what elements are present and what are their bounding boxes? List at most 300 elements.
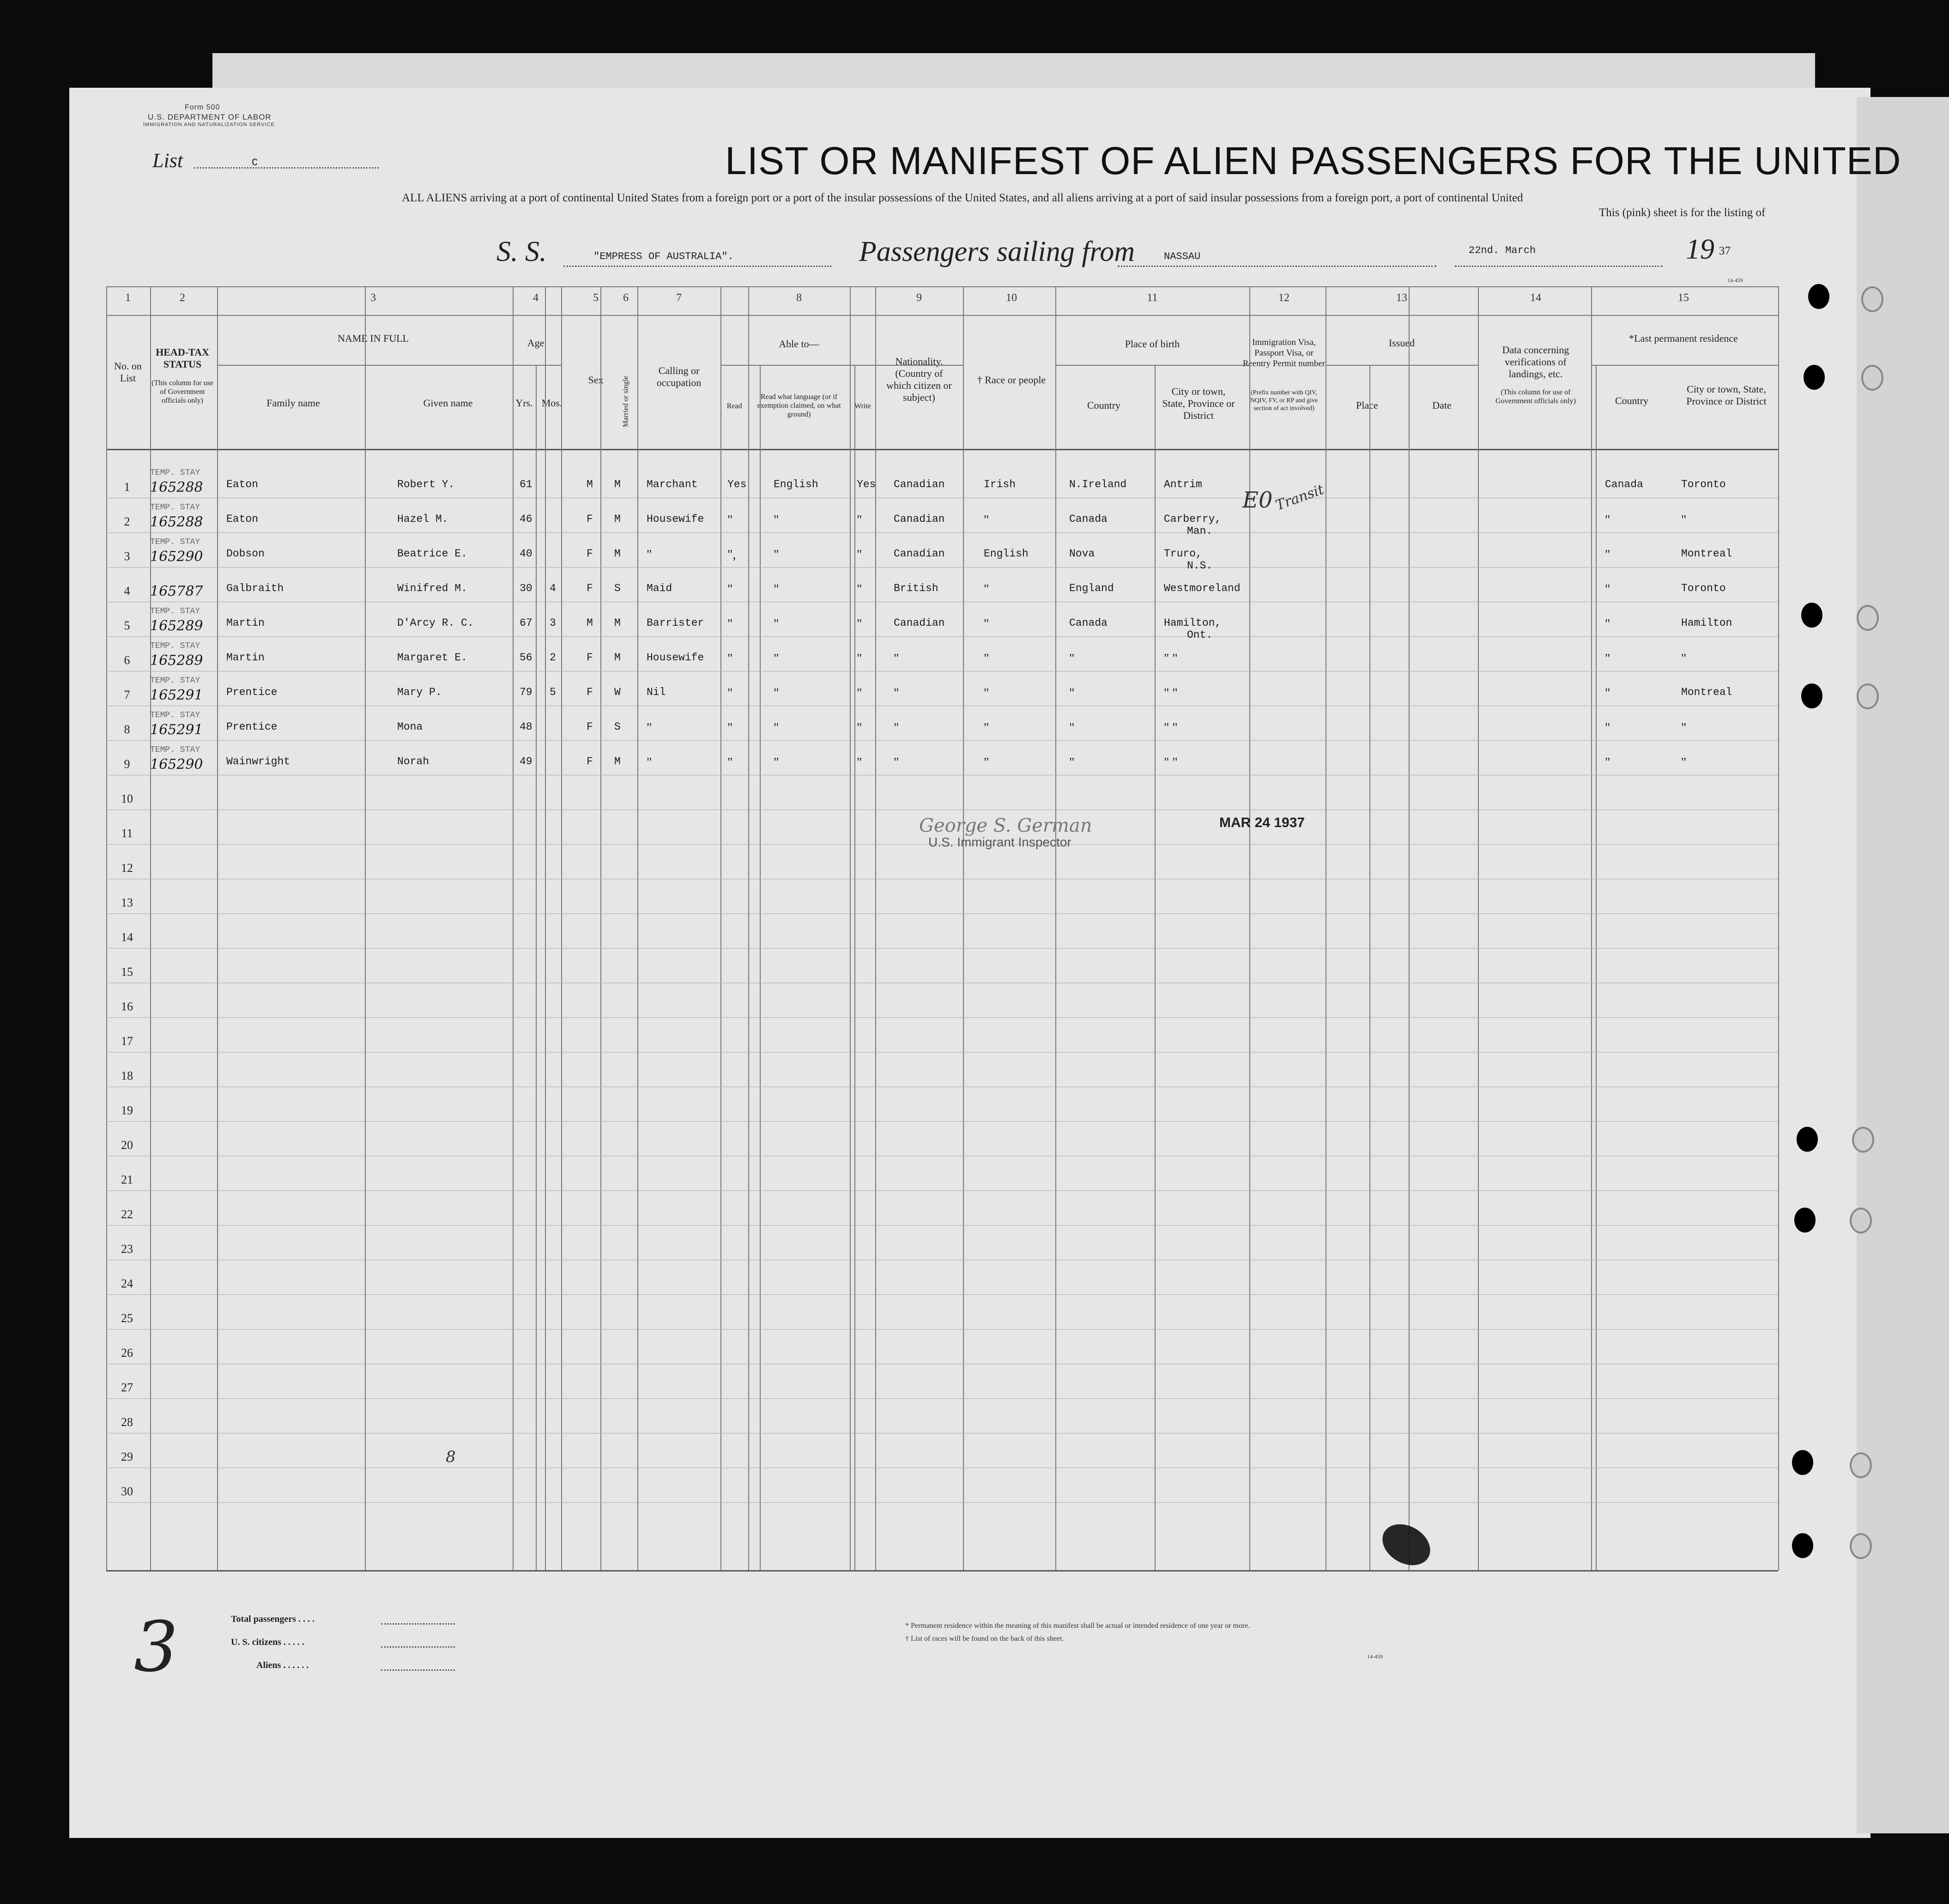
cell-married: M — [614, 513, 621, 525]
cell-write: " — [857, 548, 862, 562]
cell-yrs: 30 — [520, 582, 533, 594]
cell-given: Winifred M. — [397, 582, 467, 594]
grid-subvline — [1369, 365, 1370, 1570]
header-write: Write — [854, 402, 871, 410]
row-line — [106, 948, 1778, 949]
cell-given: D'Arcy R. C. — [397, 617, 474, 629]
punch-ring — [1850, 1452, 1872, 1478]
cell-read: " — [727, 652, 733, 666]
cell-married: M — [614, 652, 621, 664]
grid-top — [106, 286, 1778, 287]
cell-mos: 4 — [550, 582, 556, 594]
grid-vline — [545, 286, 546, 1570]
row-number: 12 — [121, 861, 133, 875]
row-number: 15 — [121, 965, 133, 979]
header-verifications-note: (This column for use of Government officials only) — [1495, 388, 1576, 405]
row-number: 17 — [121, 1034, 133, 1048]
row-number: 20 — [121, 1138, 133, 1152]
cell-yrs: 40 — [520, 548, 533, 560]
colnum-5: 5 — [593, 292, 599, 304]
row-number: 29 — [121, 1450, 133, 1463]
header-no-on-list: No. on List — [114, 360, 142, 384]
cell-lang: " — [774, 513, 779, 527]
cell-calling: Housewife — [647, 652, 704, 664]
header-issued-place: Place — [1356, 399, 1378, 411]
cell-res-country: " — [1605, 617, 1610, 631]
cell-race: " — [984, 686, 989, 701]
subtitle-line-1: ALL ALIENS arriving at a port of continental United States from a foreign port or a port of the insular possessions of the United States, and all aliens arriving at a port of said insular possessions from a foreign port, a port of continental United — [402, 192, 1523, 204]
cell-sex: F — [587, 756, 593, 768]
cell-tax: TEMP. STAY — [150, 468, 200, 478]
colnum-11: 11 — [1147, 292, 1158, 304]
cell-given: Mary P. — [397, 686, 442, 698]
cell-nationality: British — [894, 582, 938, 594]
cell-yrs: 67 — [520, 617, 533, 629]
list-label: List — [152, 149, 183, 172]
manifest-grid — [106, 286, 1778, 1570]
cell-birth-country: " — [1069, 721, 1075, 735]
cell-birth-city: " " — [1164, 652, 1178, 666]
header-subline — [1326, 365, 1478, 366]
cell-write: " — [857, 582, 862, 597]
cell-lang: " — [774, 548, 779, 562]
cell-nationality: Canadian — [894, 548, 945, 560]
cell-tax-no: 165288 — [150, 479, 203, 496]
page-title: LIST OR MANIFEST OF ALIEN PASSENGERS FOR THE UNITED — [725, 139, 1901, 182]
cell-birth-country: Canada — [1069, 513, 1108, 525]
row-line — [106, 1121, 1778, 1122]
cell-given: Robert Y. — [397, 478, 455, 490]
colnum-7: 7 — [676, 292, 682, 304]
colnum-9: 9 — [916, 292, 922, 304]
cell-married: M — [614, 756, 621, 768]
cell-sex: F — [587, 652, 593, 664]
footer-total-line — [381, 1623, 455, 1625]
header-res-country: Country — [1615, 395, 1649, 406]
service: IMMIGRATION AND NATURALIZATION SERVICE — [143, 122, 275, 127]
grid-vline — [365, 286, 366, 1570]
cell-tax-no: 165291 — [150, 687, 203, 703]
row-number: 25 — [121, 1312, 133, 1325]
cell-tax: TEMP. STAY — [150, 538, 200, 547]
cell-res-city: " — [1681, 513, 1687, 527]
cell-nationality: " — [894, 686, 899, 701]
header-married: Married or single — [622, 375, 630, 428]
header-verifications: Data concerning verifications of landings, etc. — [1502, 344, 1569, 380]
cell-write: " — [857, 617, 862, 631]
row-number: 3 — [124, 550, 130, 563]
cell-race: " — [984, 513, 989, 527]
colnum-2: 2 — [180, 292, 185, 304]
header-yrs: Yrs. — [515, 397, 533, 409]
cell-write: Yes — [857, 478, 876, 490]
inspector-stamp: U.S. Immigrant Inspector — [928, 835, 1071, 849]
grid-vline — [637, 286, 638, 1570]
cell-mos: 2 — [550, 652, 556, 664]
grid-vline — [1409, 286, 1410, 1570]
cell-family: Eaton — [226, 478, 259, 490]
cell-lang: " — [774, 686, 779, 701]
row-line — [106, 1294, 1778, 1295]
punch-hole — [1801, 683, 1822, 708]
cell-res-city: " — [1681, 756, 1687, 770]
row-line — [106, 1398, 1778, 1399]
year-prefix: 19 — [1686, 234, 1714, 265]
punch-hole — [1792, 1533, 1813, 1558]
cell-given: Beatrice E. — [397, 548, 467, 560]
cell-married: S — [614, 721, 621, 733]
footer-citizens: U. S. citizens . . . . . — [231, 1637, 304, 1647]
cell-tax: TEMP. STAY — [150, 641, 200, 651]
cell-res-country: " — [1605, 582, 1610, 597]
cell-read: " — [727, 721, 733, 735]
grid-subvline — [1155, 365, 1156, 1570]
header-bottom — [106, 449, 1778, 450]
port-name: NASSAU — [1164, 251, 1201, 262]
grid-vline — [217, 286, 218, 1570]
cell-tax-no: 165290 — [150, 549, 203, 565]
row-number: 18 — [121, 1069, 133, 1082]
cell-lang: " — [774, 582, 779, 597]
row-number: 30 — [121, 1485, 133, 1498]
header-residence: *Last permanent residence — [1629, 332, 1738, 344]
header-sex: Sex — [588, 374, 604, 386]
cell-birth-country: England — [1069, 582, 1114, 594]
header-place-of-birth: Place of birth — [1125, 338, 1180, 350]
cell-read: " — [727, 513, 733, 527]
colnum-4: 4 — [533, 292, 539, 304]
row-number: 13 — [121, 896, 133, 909]
footer-note-1: * Permanent residence within the meaning of this manifest shall be actual or intended residence of one year or more. — [905, 1622, 1250, 1630]
row-line — [106, 1502, 1778, 1503]
cell-yrs: 79 — [520, 686, 533, 698]
punch-ring — [1861, 365, 1883, 391]
row-number: 27 — [121, 1381, 133, 1394]
grid-subvline — [854, 365, 855, 1570]
header-visa-note: (Prefix number with QIV, NQIV, FV, or RP and give section of act involved) — [1250, 389, 1318, 412]
cell-tax-no: 165291 — [150, 722, 203, 738]
cell-married: W — [614, 686, 621, 698]
sailing-label: Passengers sailing from — [859, 236, 1135, 267]
grid-vline — [1591, 286, 1592, 1570]
header-birth-city: City or town, State, Province or District — [1162, 386, 1235, 421]
footer-aliens: Aliens . . . . . . — [256, 1660, 309, 1670]
footer-note-2: † List of races will be found on the back of this sheet. — [905, 1635, 1064, 1643]
cell-birth-city: Truro, — [1164, 548, 1202, 560]
grid-vline — [1249, 286, 1250, 1570]
row-number: 14 — [121, 931, 133, 944]
footer-total: Total passengers . . . . — [231, 1614, 315, 1624]
grid-vline — [963, 286, 964, 1570]
cell-family: Dobson — [226, 548, 265, 560]
cell-given: Hazel M. — [397, 513, 448, 525]
sailing-date: 22nd. March — [1469, 245, 1536, 256]
cell-tax-no: 165289 — [150, 653, 203, 669]
row-number: 10 — [121, 792, 133, 805]
cell-lang: English — [774, 478, 818, 490]
cell-family: Prentice — [226, 686, 278, 698]
cell-res-country: " — [1605, 548, 1610, 562]
row-number: 2 — [124, 515, 130, 528]
cell-write: " — [857, 686, 862, 701]
cell-calling: " — [647, 721, 652, 735]
row-line — [106, 1225, 1778, 1226]
grid-vline — [106, 286, 107, 1570]
header-head-tax: HEAD-TAX STATUS — [156, 346, 209, 370]
punch-ring — [1861, 286, 1883, 312]
cell-birth-country: " — [1069, 652, 1075, 666]
cell-sex: F — [587, 721, 593, 733]
row-line — [106, 1329, 1778, 1330]
cell-birth-country: Nova — [1069, 548, 1095, 560]
cell-family: Prentice — [226, 721, 278, 733]
cell-tax: TEMP. STAY — [150, 503, 200, 512]
cell-family: Galbraith — [226, 582, 284, 594]
cell-yrs: 61 — [520, 478, 533, 490]
handwritten-transit: Transit — [1273, 481, 1326, 514]
cell-yrs: 46 — [520, 513, 533, 525]
date-line — [1455, 266, 1663, 267]
form-number: Form 500 — [185, 103, 220, 111]
header-name-in-full: NAME IN FULL — [338, 332, 409, 344]
cell-tax: TEMP. STAY — [150, 676, 200, 685]
cell-tax-no: 165289 — [150, 618, 203, 634]
cell-sex: F — [587, 513, 593, 525]
punch-ring — [1857, 605, 1879, 631]
grid-subvline — [536, 365, 537, 1570]
cell-res-country: " — [1605, 513, 1610, 527]
cell-birth-city: " " — [1164, 756, 1178, 770]
cell-family: Eaton — [226, 513, 259, 525]
header-read-language: Read what language (or if exemption claimed, on what ground) — [757, 393, 841, 418]
punch-hole — [1801, 603, 1822, 628]
cell-tax-no: 165290 — [150, 756, 203, 773]
header-subline — [513, 365, 561, 366]
punch-hole — [1797, 1127, 1818, 1152]
header-nationality: Nationality. (Country of which citizen or subject) — [886, 356, 952, 403]
grid-vline — [1778, 286, 1779, 1570]
punch-ring — [1852, 1127, 1874, 1153]
row-number: 24 — [121, 1277, 133, 1290]
cell-lang: " — [774, 652, 779, 666]
cell-nationality: " — [894, 652, 899, 666]
cell-yrs: 56 — [520, 652, 533, 664]
ss-label: S. S. — [496, 236, 547, 267]
colnum-14: 14 — [1530, 292, 1541, 304]
adjacent-page-edge — [1857, 97, 1949, 1833]
list-line — [194, 167, 379, 169]
ship-line — [563, 266, 831, 267]
year-suffix: 37 — [1719, 245, 1731, 257]
header-issued-date: Date — [1432, 399, 1452, 411]
colnum-6: 6 — [623, 292, 629, 304]
grid-subvline — [760, 365, 761, 1570]
cell-yrs: 49 — [520, 756, 533, 768]
cell-tax: TEMP. STAY — [150, 607, 200, 616]
punch-hole — [1794, 1208, 1816, 1233]
cell-res-country: " — [1605, 652, 1610, 666]
header-able-to: Able to— — [779, 338, 819, 350]
handwritten-col12: E0 — [1242, 487, 1273, 513]
grid-vline — [850, 286, 851, 1570]
cell-res-city: Montreal — [1681, 548, 1732, 560]
header-visa: Immigration Visa, Passport Visa, or Reentry Permit number — [1242, 338, 1326, 369]
cell-race: " — [984, 617, 989, 631]
row-number: 26 — [121, 1346, 133, 1360]
colnum-3: 3 — [370, 292, 376, 304]
colnum-1: 1 — [125, 292, 131, 304]
punch-ring — [1857, 683, 1879, 709]
row-number: 23 — [121, 1242, 133, 1256]
grid-bottom — [106, 1570, 1778, 1572]
cell-res-city: Hamilton — [1681, 617, 1732, 629]
cell-race: Irish — [984, 478, 1016, 490]
cell-res-city: " — [1681, 721, 1687, 735]
cell-race: " — [984, 652, 989, 666]
cell-lang: " — [774, 756, 779, 770]
row-line — [106, 740, 1778, 741]
cell-family: Wainwright — [226, 756, 291, 768]
header-age: Age — [527, 337, 545, 349]
cell-lang: " — [774, 721, 779, 735]
header-res-city: City or town, State, Province or District — [1686, 383, 1767, 407]
cell-married: S — [614, 582, 621, 594]
cell-family: Martin — [226, 652, 265, 664]
row-number: 8 — [124, 723, 130, 736]
cell-read: Yes — [727, 478, 747, 490]
cell-birth-city: " " — [1164, 721, 1178, 735]
grid-vline — [1478, 286, 1479, 1570]
cell-given: Mona — [397, 721, 423, 733]
cell-race: " — [984, 582, 989, 597]
header-subline — [720, 365, 963, 366]
col-number-line — [106, 315, 1778, 316]
cell-married: M — [614, 548, 621, 560]
cell-given: Norah — [397, 756, 430, 768]
cell-calling: Maid — [647, 582, 672, 594]
cell-read: " — [727, 686, 733, 701]
cell-calling: " — [647, 756, 652, 770]
cell-lang: " — [774, 617, 779, 631]
colnum-13: 13 — [1396, 292, 1407, 304]
cell-write: " — [857, 513, 862, 527]
row-number: 4 — [124, 584, 130, 598]
header-given-name: Given name — [423, 397, 473, 409]
inspector-signature: George S. German — [919, 815, 1092, 836]
cell-write: " — [857, 721, 862, 735]
grid-vline — [513, 286, 514, 1570]
cell-res-city: Montreal — [1681, 686, 1732, 698]
cell-read: ", — [727, 548, 736, 562]
colnum-15: 15 — [1678, 292, 1689, 304]
date-stamp: MAR 24 1937 — [1219, 815, 1305, 830]
cell-birth-city: Westmoreland — [1164, 582, 1241, 594]
cell-birth-city-2: N.S. — [1187, 560, 1213, 572]
cell-sex: F — [587, 548, 593, 560]
cell-read: " — [727, 617, 733, 631]
grid-vline — [561, 286, 562, 1570]
footer-aliens-line — [381, 1669, 455, 1671]
handwritten-3: 3 — [134, 1607, 178, 1687]
handwritten-8: 8 — [446, 1448, 456, 1466]
cell-res-country: Canada — [1605, 478, 1643, 490]
header-family-name: Family name — [266, 397, 320, 409]
row-number: 22 — [121, 1208, 133, 1221]
row-line — [106, 1017, 1778, 1018]
row-number: 5 — [124, 619, 130, 632]
cell-race: English — [984, 548, 1029, 560]
punch-hole — [1808, 284, 1829, 309]
cell-res-city: " — [1681, 652, 1687, 666]
cell-race: " — [984, 721, 989, 735]
cell-sex: F — [587, 686, 593, 698]
cell-given: Margaret E. — [397, 652, 467, 664]
row-number: 1 — [124, 480, 130, 494]
cell-read: " — [727, 756, 733, 770]
cell-mos: 5 — [550, 686, 556, 698]
cell-sex: M — [587, 617, 593, 629]
footer-citizens-line — [381, 1646, 455, 1648]
cell-birth-city: Antrim — [1164, 478, 1202, 490]
row-number: 7 — [124, 688, 130, 701]
ship-name: "EMPRESS OF AUSTRALIA". — [593, 251, 734, 262]
port-line — [1118, 266, 1436, 267]
cell-sex: M — [587, 478, 593, 490]
cell-birth-city-2: Man. — [1187, 525, 1213, 537]
header-read: Read — [726, 402, 742, 410]
cell-calling: Nil — [647, 686, 666, 698]
cell-res-city: Toronto — [1681, 478, 1726, 490]
row-line — [106, 913, 1778, 914]
cell-res-city: Toronto — [1681, 582, 1726, 594]
cell-calling: Barrister — [647, 617, 704, 629]
header-subline — [217, 365, 513, 366]
cell-tax-no: 165288 — [150, 514, 203, 530]
colnum-10: 10 — [1006, 292, 1017, 304]
cell-family: Martin — [226, 617, 265, 629]
grid-vline — [600, 286, 601, 1570]
cell-nationality: " — [894, 756, 899, 770]
cell-sex: F — [587, 582, 593, 594]
cell-res-country: " — [1605, 721, 1610, 735]
cell-birth-city-2: Ont. — [1187, 629, 1213, 641]
row-number: 19 — [121, 1104, 133, 1117]
grid-vline — [1055, 286, 1056, 1570]
cell-tax-no: 165787 — [150, 583, 203, 599]
row-number: 11 — [121, 827, 133, 840]
row-number: 28 — [121, 1415, 133, 1429]
cell-birth-city: Hamilton, — [1164, 617, 1222, 629]
punch-ring — [1850, 1208, 1872, 1233]
cell-yrs: 48 — [520, 721, 533, 733]
cell-read: " — [727, 582, 733, 597]
cell-nationality: Canadian — [894, 513, 945, 525]
grid-vline — [150, 286, 151, 1570]
cell-nationality: " — [894, 721, 899, 735]
row-number: 9 — [124, 757, 130, 771]
cell-birth-city: " " — [1164, 686, 1178, 701]
cell-nationality: Canadian — [894, 478, 945, 490]
grid-vline — [748, 286, 749, 1570]
cell-calling: Marchant — [647, 478, 698, 490]
punch-ring — [1850, 1533, 1872, 1559]
cell-calling: " — [647, 548, 652, 562]
header-birth-country: Country — [1087, 399, 1121, 411]
cell-race: " — [984, 756, 989, 770]
cell-tax: TEMP. STAY — [150, 745, 200, 755]
row-line — [106, 636, 1778, 637]
cell-birth-city: Carberry, — [1164, 513, 1222, 525]
